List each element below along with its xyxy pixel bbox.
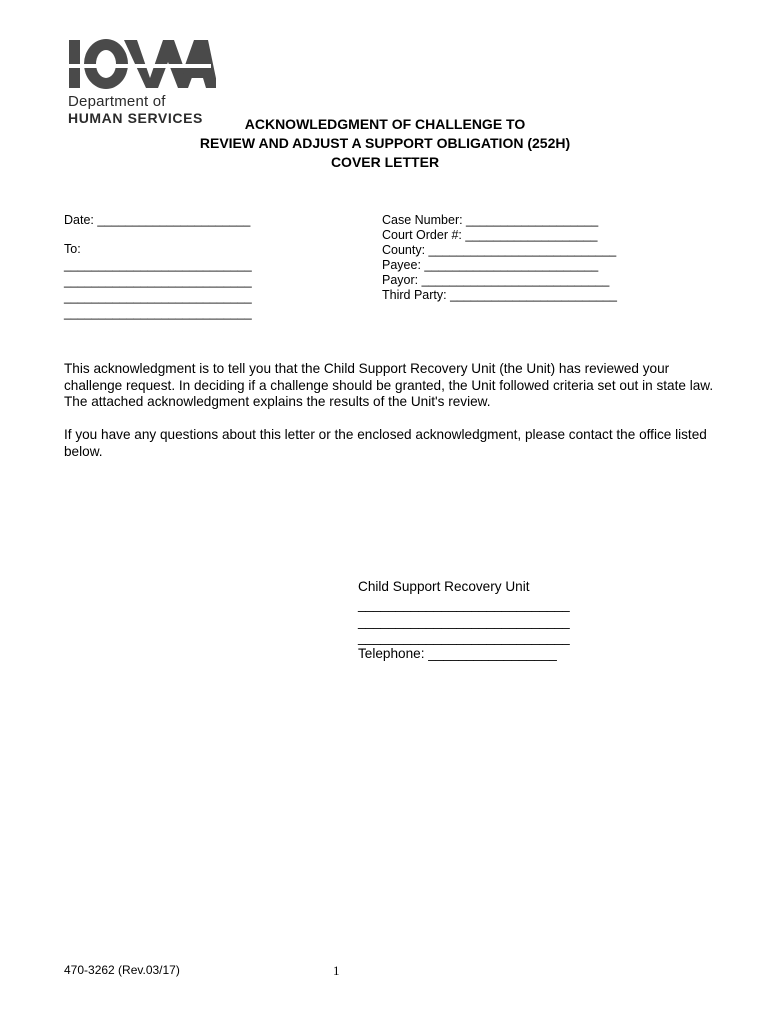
address-line-4[interactable]: ___________________________	[64, 306, 252, 320]
to-label: To:	[64, 242, 81, 256]
payee-field[interactable]: Payee: _________________________	[382, 258, 599, 272]
signature-unit-name: Child Support Recovery Unit	[358, 579, 530, 594]
body-paragraph-2: If you have any questions about this letter or the enclosed acknowledgment, please contact the office listed below.	[64, 427, 707, 459]
payor-field[interactable]: Payor: ___________________________	[382, 273, 610, 287]
court-order-field[interactable]: Court Order #: ___________________	[382, 228, 598, 242]
page-number: 1	[333, 963, 340, 978]
document-title	[160, 115, 610, 172]
address-line-2[interactable]: ___________________________	[64, 274, 252, 288]
signature-line-1[interactable]: ____________________________	[358, 597, 570, 612]
title-line-3: COVER LETTER	[330, 154, 440, 170]
date-field[interactable]: Date: ______________________	[64, 213, 251, 227]
address-line-3[interactable]: ___________________________	[64, 290, 252, 304]
title-line-2: REVIEW AND ADJUST A SUPPORT OBLIGATION (252H)	[199, 135, 571, 151]
third-party-field[interactable]: Third Party: ________________________	[382, 288, 617, 302]
title-line-1: ACKNOWLEDGMENT OF CHALLENGE TO	[244, 116, 526, 132]
case-number-field[interactable]: Case Number: ___________________	[382, 213, 599, 227]
county-field[interactable]: County: ___________________________	[382, 243, 617, 257]
signature-line-3[interactable]: ____________________________	[358, 630, 570, 645]
iowa-wordmark-graphic	[66, 34, 216, 94]
telephone-field[interactable]: Telephone: _________________	[358, 646, 557, 661]
body-paragraph-1: This acknowledgment is to tell you that the Child Support Recovery Unit (the Unit) has reviewed your challenge request. In deciding if a challenge should be granted, the Unit followed criteria set out in state law. The attached acknowledgment explains the results of the Unit's review.	[64, 361, 714, 409]
form-number: 470-3262 (Rev.03/17)	[64, 963, 180, 977]
signature-line-2[interactable]: ____________________________	[358, 614, 570, 629]
logo-agency-text: HUMAN SERVICES	[68, 110, 203, 126]
logo-department-text: Department of	[68, 93, 166, 110]
address-line-1[interactable]: ___________________________	[64, 258, 252, 272]
